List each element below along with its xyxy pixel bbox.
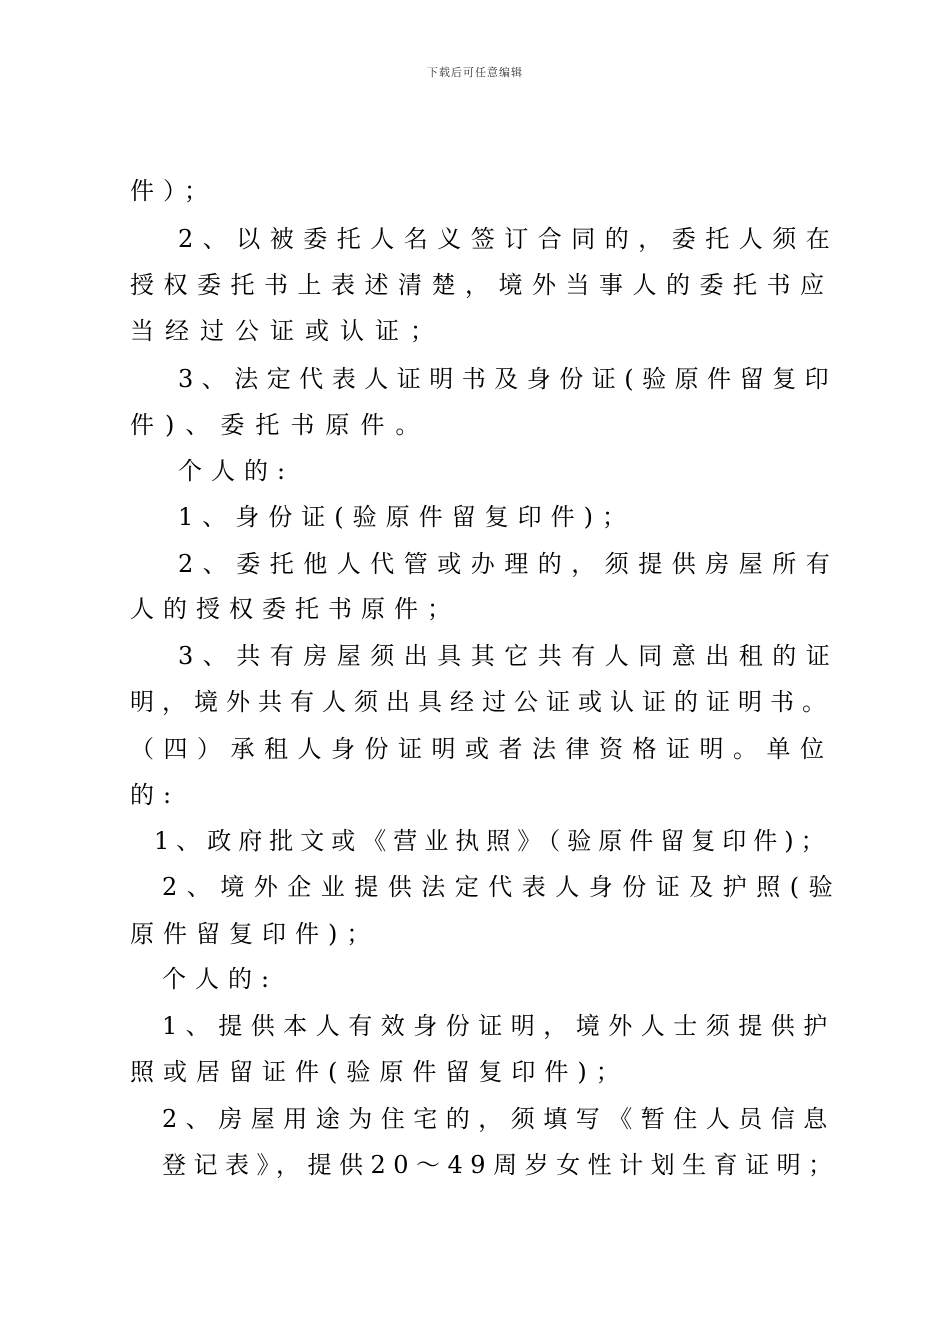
text-line: 登记表》，提供20～49周岁女性计划生育证明；: [162, 1151, 840, 1179]
text-line: 照或居留证件(验原件留复印件)；: [130, 1058, 629, 1086]
text-line: 当经过公证或认证；: [130, 317, 445, 345]
text-line: 件）；: [130, 177, 217, 205]
text-line: 的:: [130, 781, 181, 809]
text-line: 1、身份证(验原件留复印件)；: [178, 503, 635, 531]
text-line: 3、共有房屋须出具其它共有人同意出租的证: [178, 642, 840, 670]
text-line: 原件留复印件)；: [130, 920, 380, 948]
text-line: 2、以被委托人名义签订合同的，委托人须在: [178, 225, 840, 253]
text-line: 明，境外共有人须出具经过公证或认证的证明书。: [130, 688, 834, 716]
text-line: 2、境外企业提供法定代表人身份证及护照(验: [162, 873, 843, 901]
text-line: 2、房屋用途为住宅的，须填写《暂住人员信息: [162, 1105, 836, 1133]
text-line: 1、提供本人有效身份证明，境外人士须提供护: [162, 1012, 836, 1040]
text-line: 人的授权委托书原件；: [130, 595, 460, 623]
text-line: 个人的:: [178, 457, 295, 485]
page-header: 下载后可任意编辑: [427, 66, 523, 79]
text-line: 个人的:: [162, 965, 279, 993]
text-line: 1、政府批文或《营业执照》（验原件留复印件)；: [154, 827, 832, 855]
text-line: 3、法定代表人证明书及身份证(验原件留复印: [178, 365, 838, 393]
text-line: 授权委托书上表述清楚，境外当事人的委托书应: [130, 271, 834, 299]
text-line: （四）承租人身份证明或者法律资格证明。单位: [130, 735, 834, 763]
text-line: 件)、委托书原件。: [130, 411, 431, 439]
text-line: 2、委托他人代管或办理的，须提供房屋所有: [178, 550, 840, 578]
